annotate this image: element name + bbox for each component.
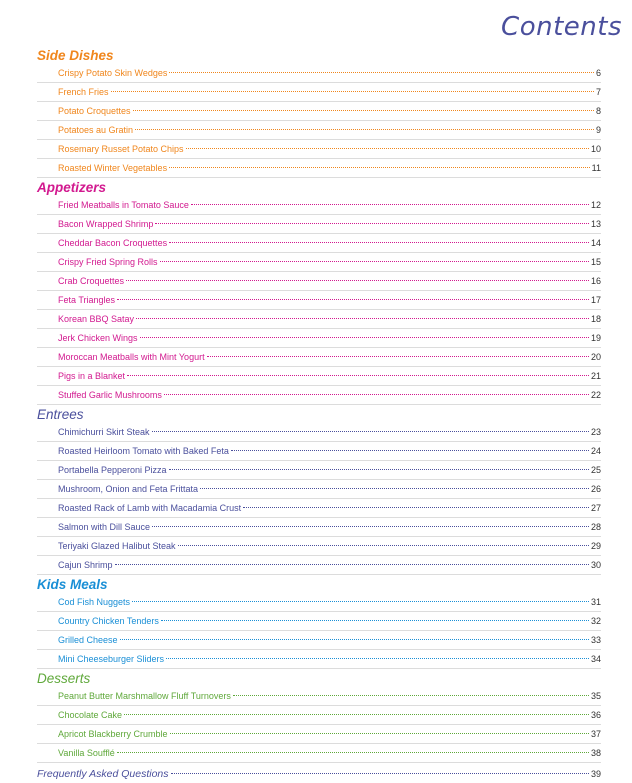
- toc-entry[interactable]: [37, 650, 601, 669]
- section-heading[interactable]: Appetizers: [37, 180, 107, 195]
- toc-entry[interactable]: [37, 518, 601, 537]
- entry-title[interactable]: Apricot Blackberry Crumble: [58, 729, 168, 739]
- toc-entry[interactable]: [37, 687, 601, 706]
- page-number[interactable]: 6: [595, 68, 601, 78]
- dot-leader: [178, 545, 589, 546]
- page-number[interactable]: 29: [590, 541, 601, 551]
- toc-entry[interactable]: [37, 744, 601, 763]
- page-number[interactable]: 30: [590, 560, 601, 570]
- dot-leader: [132, 601, 589, 602]
- toc-section-side-dishes: [37, 47, 601, 178]
- entry-title[interactable]: Mushroom, Onion and Feta Frittata: [58, 484, 199, 494]
- page-number[interactable]: 27: [590, 503, 601, 513]
- toc-entry[interactable]: [37, 102, 601, 121]
- entry-title[interactable]: Pigs in a Blanket: [58, 371, 126, 381]
- dot-leader: [140, 337, 589, 338]
- entry-title[interactable]: Grilled Cheese: [58, 635, 118, 645]
- dot-leader: [231, 450, 589, 451]
- entry-title[interactable]: Jerk Chicken Wings: [58, 333, 138, 343]
- section-heading[interactable]: Side Dishes: [37, 48, 114, 63]
- dot-leader: [135, 129, 594, 130]
- dot-leader: [170, 733, 589, 734]
- page-number[interactable]: 31: [590, 597, 601, 607]
- toc-entry[interactable]: [37, 556, 601, 575]
- page-number[interactable]: 20: [590, 352, 601, 362]
- entry-title[interactable]: Chimichurri Skirt Steak: [58, 427, 150, 437]
- dot-leader: [127, 375, 589, 376]
- page-number[interactable]: 23: [590, 427, 601, 437]
- dot-leader: [136, 318, 589, 319]
- toc-entry[interactable]: [37, 64, 601, 83]
- toc-section-entrees: [37, 406, 601, 575]
- dot-leader: [164, 394, 589, 395]
- dot-leader: [169, 72, 594, 73]
- page-number[interactable]: 12: [590, 200, 601, 210]
- dot-leader: [133, 110, 594, 111]
- page-number[interactable]: 18: [590, 314, 601, 324]
- page-number[interactable]: 16: [590, 276, 601, 286]
- toc-entry[interactable]: [37, 329, 601, 348]
- page-number[interactable]: 25: [590, 465, 601, 475]
- entry-title[interactable]: Feta Triangles: [58, 295, 116, 305]
- entry-title[interactable]: Cod Fish Nuggets: [58, 597, 131, 607]
- entry-title[interactable]: Peanut Butter Marshmallow Fluff Turnovers: [58, 691, 231, 701]
- page-number[interactable]: 26: [590, 484, 601, 494]
- entry-title[interactable]: Crispy Potato Skin Wedges: [58, 68, 168, 78]
- toc-entry[interactable]: [37, 310, 601, 329]
- toc-entry[interactable]: [37, 196, 601, 215]
- toc-entry[interactable]: [37, 159, 601, 178]
- toc-section-appetizers: [37, 179, 601, 405]
- page-number[interactable]: 9: [595, 125, 601, 135]
- toc-entry[interactable]: [37, 442, 601, 461]
- dot-leader: [155, 223, 589, 224]
- entry-title[interactable]: Teriyaki Glazed Halibut Steak: [58, 541, 176, 551]
- toc-entry[interactable]: [37, 706, 601, 725]
- page-number[interactable]: 10: [590, 144, 601, 154]
- entry-title[interactable]: Mini Cheeseburger Sliders: [58, 654, 165, 664]
- dot-leader: [120, 639, 589, 640]
- entry-title[interactable]: Roasted Rack of Lamb with Macadamia Crust: [58, 503, 242, 513]
- page-number[interactable]: 21: [590, 371, 601, 381]
- dot-leader: [117, 299, 589, 300]
- dot-leader: [200, 488, 589, 489]
- entry-title[interactable]: Bacon Wrapped Shrimp: [58, 219, 154, 229]
- dot-leader: [117, 752, 589, 753]
- toc-entry[interactable]: [37, 386, 601, 405]
- table-of-contents: [37, 46, 601, 783]
- entry-title[interactable]: Moroccan Meatballs with Mint Yogurt: [58, 352, 205, 362]
- toc-entry[interactable]: [37, 140, 601, 159]
- entry-title[interactable]: Crispy Fried Spring Rolls: [58, 257, 158, 267]
- toc-section-kids-meals: [37, 576, 601, 669]
- toc-entry[interactable]: [37, 291, 601, 310]
- section-heading[interactable]: Entrees: [37, 407, 84, 422]
- section-heading[interactable]: Desserts: [37, 671, 91, 686]
- page-number[interactable]: 8: [595, 106, 601, 116]
- entry-title[interactable]: Cheddar Bacon Croquettes: [58, 238, 168, 248]
- entry-title[interactable]: Crab Croquettes: [58, 276, 125, 286]
- dot-leader: [111, 91, 594, 92]
- toc-section-desserts: [37, 670, 601, 763]
- page-number[interactable]: 32: [590, 616, 601, 626]
- dot-leader: [186, 148, 589, 149]
- entry-title[interactable]: Rosemary Russet Potato Chips: [58, 144, 184, 154]
- toc-entry-faq[interactable]: [37, 765, 601, 783]
- toc-entry[interactable]: [37, 272, 601, 291]
- entry-title[interactable]: Roasted Heirloom Tomato with Baked Feta: [58, 446, 229, 456]
- entry-title[interactable]: Stuffed Garlic Mushrooms: [58, 390, 162, 400]
- toc-entry[interactable]: [37, 234, 601, 253]
- toc-entry[interactable]: [37, 480, 601, 499]
- toc-entry[interactable]: [37, 348, 601, 367]
- page-number[interactable]: 24: [590, 446, 601, 456]
- entry-title[interactable]: Potatoes au Gratin: [58, 125, 134, 135]
- page-number[interactable]: 28: [590, 522, 601, 532]
- dot-leader: [169, 242, 589, 243]
- page-number[interactable]: 22: [590, 390, 601, 400]
- dot-leader: [126, 280, 589, 281]
- dot-leader: [207, 356, 589, 357]
- entry-title[interactable]: Salmon with Dill Sauce: [58, 522, 151, 532]
- entry-title[interactable]: Fried Meatballs in Tomato Sauce: [58, 200, 189, 210]
- page-number[interactable]: 39: [590, 769, 601, 779]
- page-number[interactable]: 36: [590, 710, 601, 720]
- page-number[interactable]: 11: [591, 163, 601, 173]
- page-number[interactable]: 34: [590, 654, 601, 664]
- toc-entry[interactable]: [37, 367, 601, 386]
- page-number[interactable]: 37: [590, 729, 601, 739]
- toc-entry[interactable]: [37, 593, 601, 612]
- page-number[interactable]: 15: [590, 257, 601, 267]
- toc-entry[interactable]: [37, 83, 601, 102]
- dot-leader: [152, 526, 589, 527]
- entry-title[interactable]: Country Chicken Tenders: [58, 616, 159, 626]
- toc-entry[interactable]: [37, 121, 601, 140]
- dot-leader: [169, 167, 590, 168]
- entry-title[interactable]: Chocolate Cake: [58, 710, 123, 720]
- dot-leader: [171, 773, 589, 774]
- toc-entry[interactable]: [37, 612, 601, 631]
- page-number[interactable]: 33: [590, 635, 601, 645]
- dot-leader: [191, 204, 589, 205]
- toc-entry[interactable]: [37, 253, 601, 272]
- dot-leader: [166, 658, 589, 659]
- page-number[interactable]: 35: [590, 691, 601, 701]
- entry-title[interactable]: Potato Croquettes: [58, 106, 131, 116]
- toc-entry[interactable]: [37, 631, 601, 650]
- entry-title[interactable]: Vanilla Soufflé: [58, 748, 115, 758]
- section-heading[interactable]: Kids Meals: [37, 577, 108, 592]
- toc-entry[interactable]: [37, 537, 601, 556]
- dot-leader: [152, 431, 589, 432]
- toc-entry[interactable]: [37, 461, 601, 480]
- dot-leader: [124, 714, 589, 715]
- entry-title[interactable]: Roasted Winter Vegetables: [58, 163, 168, 173]
- entry-title[interactable]: Cajun Shrimp: [58, 560, 113, 570]
- dot-leader: [169, 469, 589, 470]
- dot-leader: [233, 695, 589, 696]
- page-number[interactable]: 38: [590, 748, 601, 758]
- page-number[interactable]: 19: [590, 333, 601, 343]
- page-number[interactable]: 13: [590, 219, 601, 229]
- entry-title[interactable]: Portabella Pepperoni Pizza: [58, 465, 167, 475]
- entry-title[interactable]: French Fries: [58, 87, 109, 97]
- toc-entry[interactable]: [37, 499, 601, 518]
- dot-leader: [115, 564, 589, 565]
- toc-entry[interactable]: [37, 423, 601, 442]
- page-number[interactable]: 17: [590, 295, 601, 305]
- page-number[interactable]: 7: [595, 87, 601, 97]
- toc-entry[interactable]: [37, 215, 601, 234]
- entry-title[interactable]: Frequently Asked Questions: [37, 768, 169, 780]
- dot-leader: [161, 620, 589, 621]
- entry-title[interactable]: Korean BBQ Satay: [58, 314, 135, 324]
- page-number[interactable]: 14: [590, 238, 601, 248]
- dot-leader: [160, 261, 589, 262]
- dot-leader: [243, 507, 589, 508]
- page-title: Contents: [501, 12, 622, 42]
- toc-entry[interactable]: [37, 725, 601, 744]
